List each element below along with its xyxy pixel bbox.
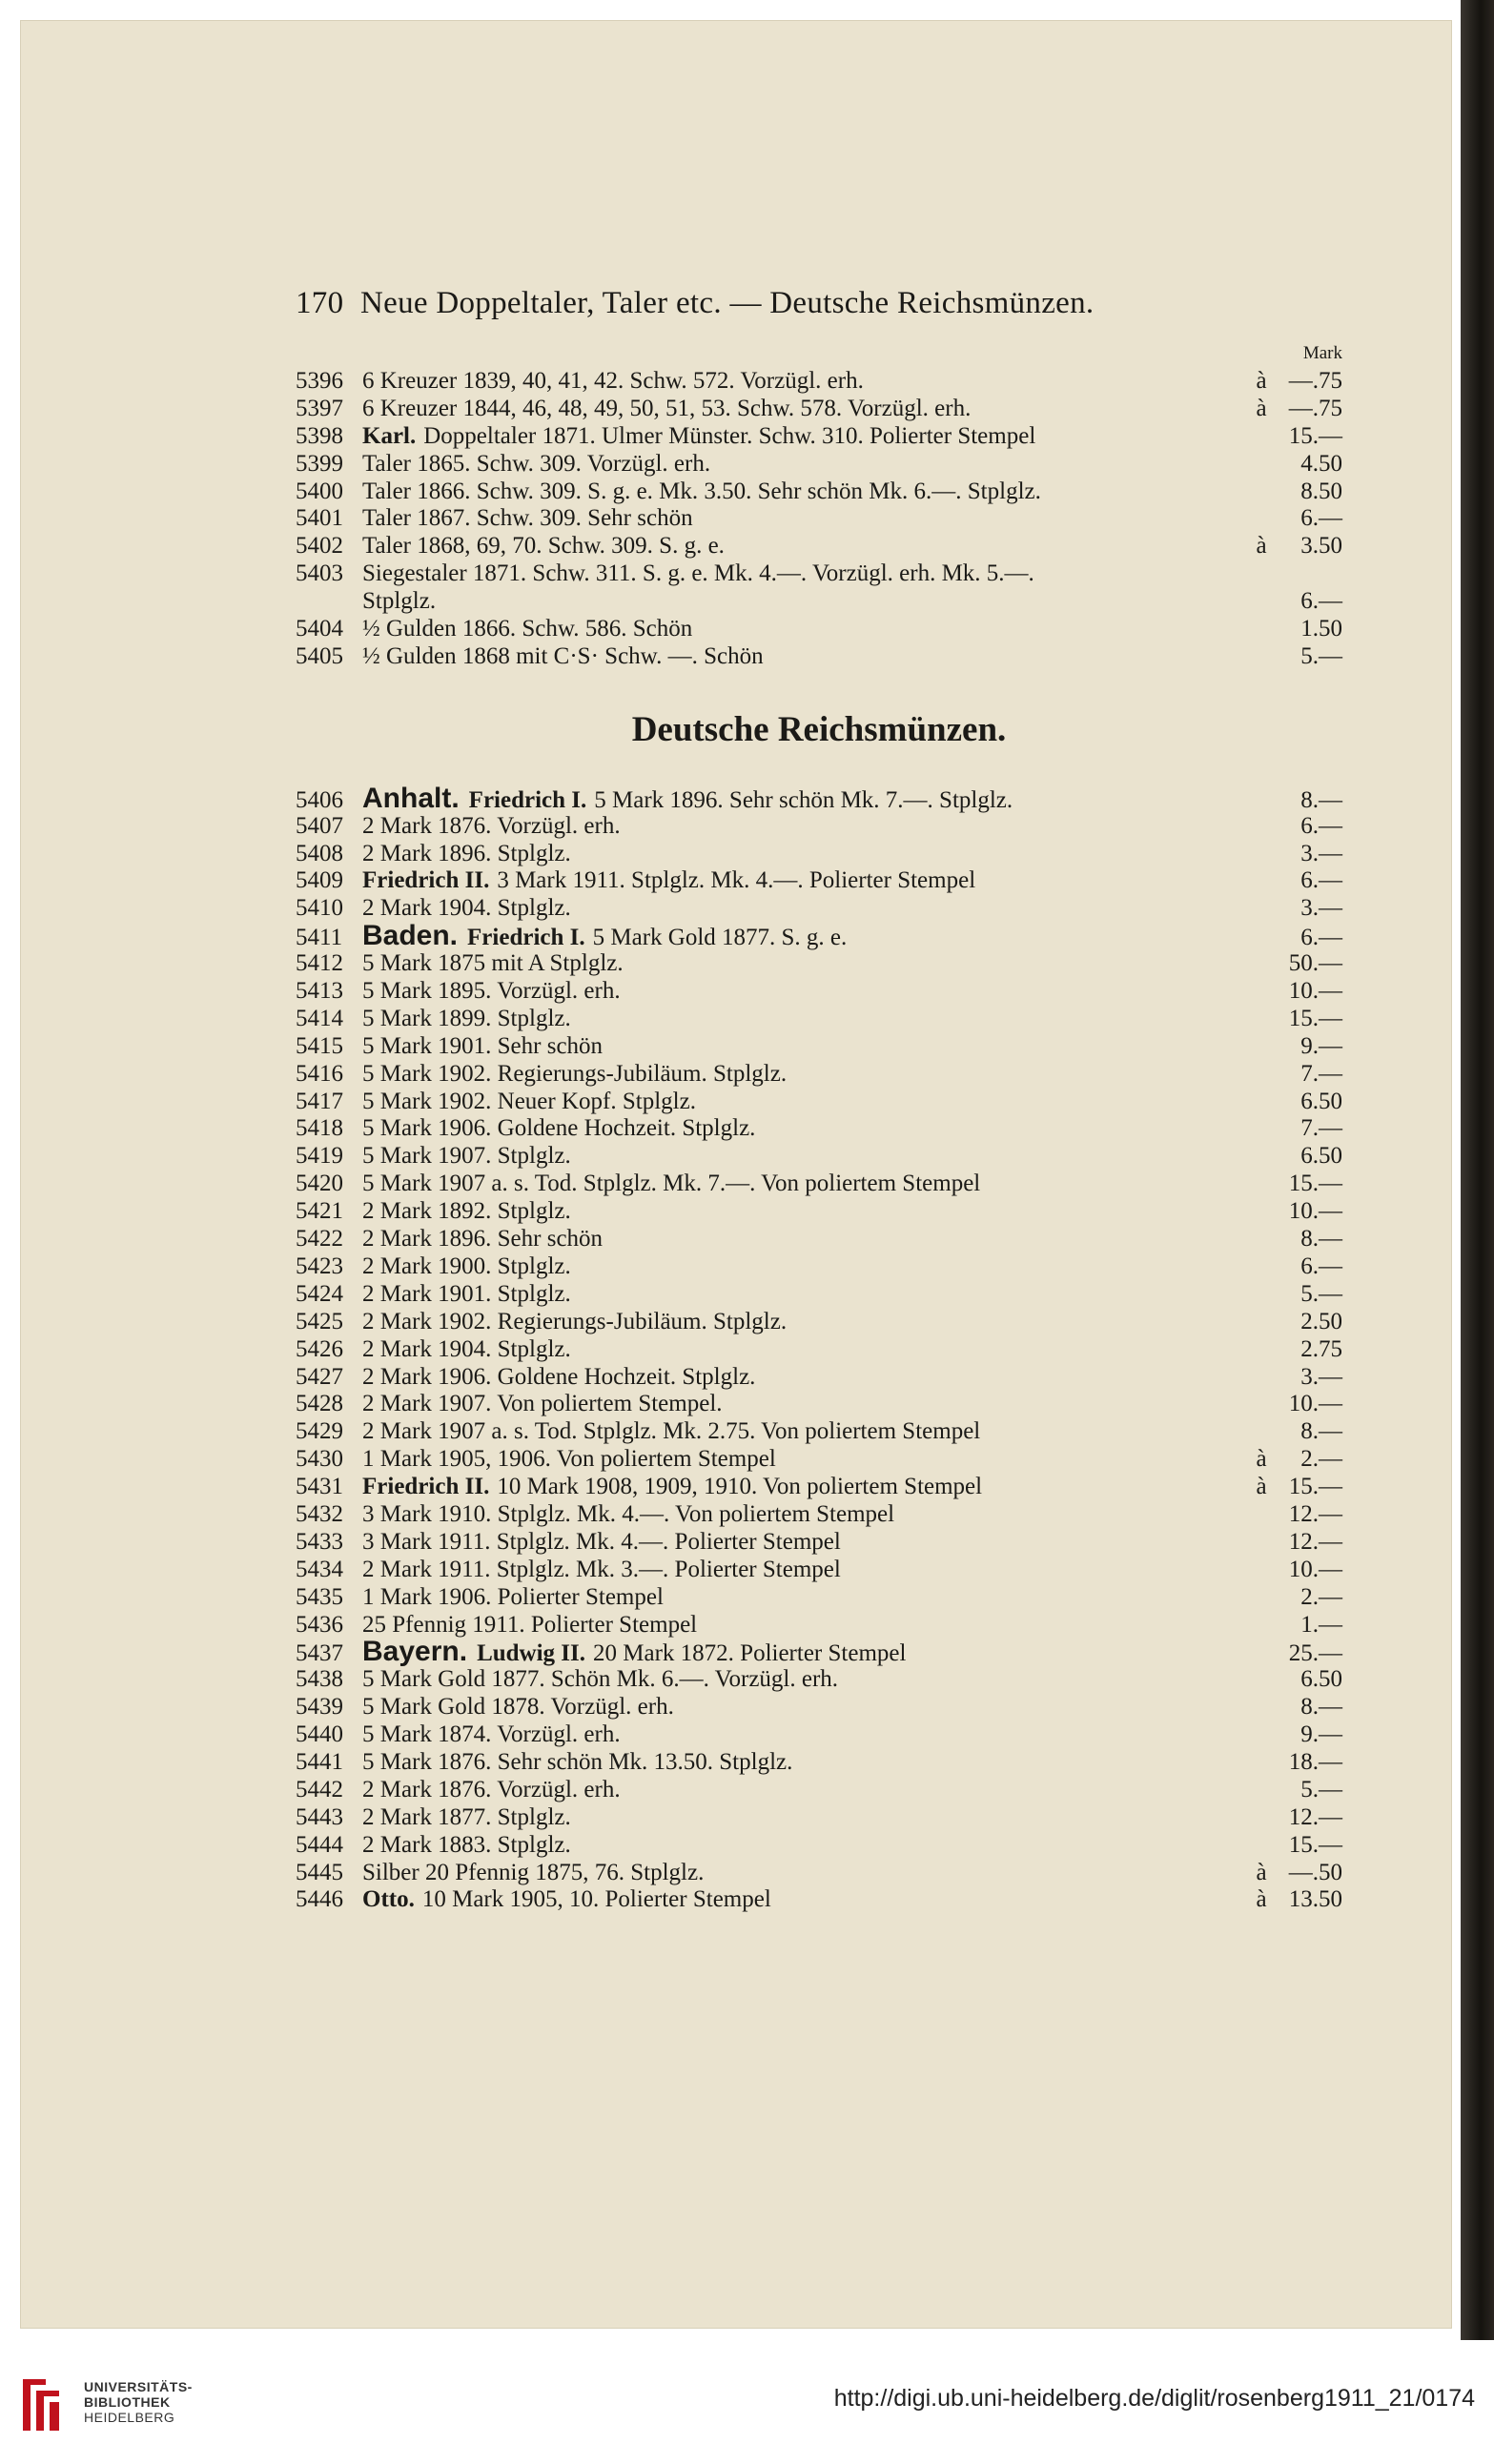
lot-price: 12.— — [1288, 1528, 1342, 1555]
lot-price: 9.— — [1300, 1032, 1342, 1059]
lot-description — [362, 1584, 1247, 1612]
lot-description-text: 5 Mark 1902. Neuer Kopf. Stplglz. — [362, 1088, 696, 1114]
lot-entry — [296, 1886, 1342, 1914]
lot-description-text: 2 Mark 1883. Stplglz. — [362, 1831, 571, 1858]
lot-price: 6.50 — [1300, 1143, 1342, 1170]
lot-number: 5402 — [296, 533, 343, 560]
lot-description-text: 5 Mark 1895. Vorzügl. erh. — [362, 978, 621, 1005]
lot-number: 5409 — [296, 867, 343, 894]
lot-description — [362, 1143, 1247, 1171]
lot-number: 5404 — [296, 616, 343, 642]
lot-price: 6.— — [1300, 925, 1342, 951]
lot-description-text: 5 Mark 1899. Stplglz. — [362, 1005, 571, 1031]
lot-description — [362, 1860, 1247, 1887]
lot-price: 6.— — [1300, 588, 1342, 615]
lot-description-text: Taler 1866. Schw. 309. S. g. e. Mk. 3.50. Sehr schön Mk. 6.—. Stplglz. — [362, 478, 1041, 504]
lot-number: 5438 — [296, 1666, 343, 1693]
lot-number: 5431 — [296, 1474, 343, 1500]
lot-number: 5430 — [296, 1446, 343, 1473]
lot-entry — [296, 1281, 1342, 1309]
lot-number: 5400 — [296, 478, 343, 504]
lot-description — [296, 588, 1247, 616]
lot-entry — [296, 1143, 1342, 1171]
lot-description — [362, 895, 1247, 923]
lot-description — [362, 560, 1247, 588]
lot-description-text: 2 Mark 1892. Stplglz. — [362, 1198, 571, 1225]
lot-description-text: 10 Mark 1908, 1909, 1910. Von poliertem Stempel — [497, 1474, 983, 1500]
lot-price: 1.— — [1300, 1611, 1342, 1638]
lot-description-text: Doppeltaler 1871. Ulmer Münster. Schw. 310. Polierter Stempel — [423, 422, 1036, 449]
lot-price: 25.— — [1288, 1640, 1342, 1667]
lot-entry — [296, 1860, 1342, 1887]
lot-number: 5427 — [296, 1363, 343, 1390]
lot-price: 2.— — [1300, 1446, 1342, 1473]
lot-price: 5.— — [1300, 642, 1342, 669]
lot-price: —.50 — [1288, 1859, 1342, 1885]
section-title: Deutsche Reichsmünzen. — [631, 709, 1007, 749]
lot-description-text: 5 Mark 1906. Goldene Hochzeit. Stplglz. — [362, 1115, 756, 1142]
lot-entry — [296, 1832, 1342, 1860]
each-marker: à — [1256, 533, 1267, 560]
running-title: Neue Doppeltaler, Taler etc. — Deutsche Reichsmünzen. — [360, 286, 1095, 320]
library-name-line3: HEIDELBERG — [84, 2410, 175, 2425]
lot-entry — [296, 1749, 1342, 1777]
lot-entry — [296, 479, 1342, 506]
lot-entry — [296, 1612, 1342, 1639]
lot-price: 10.— — [1288, 1391, 1342, 1417]
lot-number: 5442 — [296, 1776, 343, 1802]
lot-price: 12.— — [1288, 1803, 1342, 1830]
lot-number: 5420 — [296, 1171, 343, 1197]
lot-description-text: 2 Mark 1906. Goldene Hochzeit. Stplglz. — [362, 1363, 756, 1390]
lot-price: 7.— — [1300, 1115, 1342, 1142]
lot-entry — [296, 1777, 1342, 1804]
lot-description — [362, 1253, 1247, 1281]
lot-number: 5412 — [296, 950, 343, 977]
lot-description-text: 5 Mark 1901. Sehr schön — [362, 1032, 604, 1059]
lot-description-text: 5 Mark 1907. Stplglz. — [362, 1143, 571, 1170]
lot-price: 5.— — [1300, 1280, 1342, 1307]
lot-description — [362, 505, 1247, 533]
lot-description — [362, 423, 1247, 451]
book-spine-edge — [1461, 0, 1494, 2340]
lot-number: 5417 — [296, 1088, 343, 1114]
lot-description — [362, 785, 1247, 815]
ruler-name: Friedrich I. — [468, 786, 587, 813]
library-logo-icon — [17, 2375, 65, 2434]
lot-entry — [296, 1584, 1342, 1612]
lot-number: 5403 — [296, 560, 343, 587]
lot-number: 5433 — [296, 1528, 343, 1555]
lot-entry — [296, 1061, 1342, 1089]
lot-description-text: ½ Gulden 1866. Schw. 586. Schön — [362, 616, 693, 642]
lot-entry — [296, 1033, 1342, 1061]
lot-description-text: 10 Mark 1905, 10. Polierter Stempel — [421, 1886, 771, 1913]
lot-entry — [296, 841, 1342, 868]
lot-description-text: Taler 1867. Schw. 309. Sehr schön — [362, 505, 693, 532]
lot-number: 5443 — [296, 1803, 343, 1830]
lot-price: 15.— — [1288, 1831, 1342, 1858]
lot-description-text: 6 Kreuzer 1844, 46, 48, 49, 50, 51, 53. Schw. 578. Vorzügl. erh. — [362, 395, 972, 421]
lot-description — [362, 841, 1247, 868]
lot-number: 5437 — [296, 1640, 343, 1667]
each-marker: à — [1256, 1859, 1267, 1885]
lot-description — [362, 451, 1247, 479]
lot-description-text: 3 Mark 1911. Stplglz. Mk. 4.—. Polierter Stempel — [497, 867, 976, 894]
lot-entry — [296, 813, 1342, 841]
lot-description — [362, 1061, 1247, 1089]
lot-price: 7.— — [1300, 1060, 1342, 1087]
lot-description-text: Taler 1865. Schw. 309. Vorzügl. erh. — [362, 450, 711, 477]
lot-price: 8.50 — [1300, 478, 1342, 504]
lot-number: 5423 — [296, 1252, 343, 1279]
lot-description-text: 2 Mark 1907 a. s. Tod. Stplglz. Mk. 2.75. Von poliertem Stempel — [362, 1418, 981, 1445]
lot-entry — [296, 1006, 1342, 1033]
lot-entry — [296, 1694, 1342, 1721]
lot-price: 15.— — [1288, 422, 1342, 449]
lot-price: —.75 — [1288, 368, 1342, 394]
lot-description-text: 2 Mark 1902. Regierungs-Jubiläum. Stplglz. — [362, 1308, 788, 1334]
lot-number: 5408 — [296, 840, 343, 866]
lot-description — [362, 1281, 1247, 1309]
lot-description-text: Stplglz. — [362, 588, 437, 615]
lot-description — [362, 396, 1247, 423]
permalink-url[interactable]: http://digi.ub.uni-heidelberg.de/diglit/rosenberg1911_21/0174 — [833, 2385, 1475, 2412]
library-name-line2: BIBLIOTHEK — [84, 2394, 171, 2410]
lot-entry — [296, 1198, 1342, 1226]
lot-description — [362, 923, 1247, 952]
lot-entry — [296, 923, 1342, 950]
lot-number: 5401 — [296, 505, 343, 532]
lot-description — [362, 1832, 1247, 1860]
lot-number: 5434 — [296, 1556, 343, 1582]
lot-number: 5418 — [296, 1115, 343, 1142]
lot-price: 2.50 — [1300, 1308, 1342, 1334]
lot-entry — [296, 1721, 1342, 1749]
lot-description — [362, 1089, 1247, 1116]
lot-description-text: ½ Gulden 1868 mit C·S· Schw. —. Schön — [362, 642, 764, 669]
lot-description — [362, 1198, 1247, 1226]
lot-description — [362, 1777, 1247, 1804]
lot-price: 9.— — [1300, 1721, 1342, 1748]
lot-description — [362, 1006, 1247, 1033]
lot-number: 5399 — [296, 450, 343, 477]
lot-entry — [296, 1253, 1342, 1281]
lot-price: 5.— — [1300, 1776, 1342, 1802]
lot-description — [362, 1501, 1247, 1529]
state-name: Anhalt. — [362, 784, 460, 814]
lot-number: 5416 — [296, 1060, 343, 1087]
lot-entry — [296, 1446, 1342, 1474]
lot-description-text: 5 Mark Gold 1877. S. g. e. — [592, 925, 848, 951]
lot-description — [362, 1033, 1247, 1061]
state-name: Bayern. — [362, 1639, 468, 1668]
lot-description-text: 5 Mark 1907 a. s. Tod. Stplglz. Mk. 7.—. Von poliertem Stempel — [362, 1171, 981, 1197]
lot-number: 5411 — [296, 925, 343, 951]
lot-price: 18.— — [1288, 1748, 1342, 1775]
lot-description-text: 5 Mark 1896. Sehr schön Mk. 7.—. Stplglz. — [594, 786, 1013, 813]
lot-description-text: 20 Mark 1872. Polierter Stempel — [593, 1640, 907, 1667]
lot-number: 5436 — [296, 1611, 343, 1638]
lot-price: 6.— — [1300, 505, 1342, 532]
lot-description — [362, 1639, 1247, 1668]
lot-price: 8.— — [1300, 1418, 1342, 1445]
lot-description-text: Siegestaler 1871. Schw. 311. S. g. e. Mk. 4.—. Vorzügl. erh. Mk. 5.—. — [362, 560, 1034, 587]
lot-number: 5415 — [296, 1032, 343, 1059]
lot-description — [362, 1171, 1247, 1198]
lot-number: 5410 — [296, 895, 343, 922]
lot-entry — [296, 643, 1342, 671]
lot-number: 5397 — [296, 395, 343, 421]
lot-entry — [296, 1557, 1342, 1584]
lot-description — [362, 1115, 1247, 1143]
lot-description-text: 6 Kreuzer 1839, 40, 41, 42. Schw. 572. Vorzügl. erh. — [362, 368, 864, 394]
lot-entry — [296, 1804, 1342, 1832]
lot-description-text: 2 Mark 1911. Stplglz. Mk. 3.—. Polierter Stempel — [362, 1556, 841, 1582]
lot-number: 5432 — [296, 1500, 343, 1527]
lot-entry — [296, 1364, 1342, 1392]
lot-entry — [296, 396, 1342, 423]
lot-price: 10.— — [1288, 1556, 1342, 1582]
lot-description-text: 25 Pfennig 1911. Polierter Stempel — [362, 1611, 698, 1638]
lot-description-text: 3 Mark 1910. Stplglz. Mk. 4.—. Von poliertem Stempel — [362, 1500, 895, 1527]
lot-price: 3.— — [1300, 1363, 1342, 1390]
ruler-name: Otto. — [362, 1886, 415, 1913]
page-content — [296, 286, 1342, 1914]
lot-description — [362, 1529, 1247, 1557]
lot-description-text: 1 Mark 1906. Polierter Stempel — [362, 1583, 664, 1610]
each-marker: à — [1256, 395, 1267, 421]
lot-entry — [296, 616, 1342, 643]
lot-number: 5421 — [296, 1198, 343, 1225]
lot-entry — [296, 785, 1342, 813]
lot-price: 6.— — [1300, 1252, 1342, 1279]
lot-description — [362, 1612, 1247, 1639]
lot-description-text: Silber 20 Pfennig 1875, 76. Stplglz. — [362, 1859, 705, 1885]
lot-number: 5435 — [296, 1583, 343, 1610]
lot-description — [362, 813, 1247, 841]
running-header — [296, 286, 1342, 334]
lot-description — [362, 950, 1247, 978]
lot-number: 5444 — [296, 1831, 343, 1858]
lot-price: 6.50 — [1300, 1088, 1342, 1114]
lot-entry — [296, 1639, 1342, 1666]
lot-entry — [296, 1391, 1342, 1418]
lot-entry — [296, 978, 1342, 1006]
lot-price: 6.50 — [1300, 1666, 1342, 1693]
lot-description — [362, 1666, 1247, 1694]
ruler-name: Ludwig II. — [477, 1640, 586, 1667]
lot-entry — [296, 867, 1342, 895]
lot-entry — [296, 1501, 1342, 1529]
lot-number: 5413 — [296, 978, 343, 1005]
lot-entry — [296, 1474, 1342, 1501]
lot-price: 8.— — [1300, 786, 1342, 813]
lot-price: 50.— — [1288, 950, 1342, 977]
lot-description-text: 2 Mark 1904. Stplglz. — [362, 895, 571, 922]
lot-description-text: 5 Mark 1875 mit A Stplglz. — [362, 950, 624, 977]
lot-description-text: Taler 1868, 69, 70. Schw. 309. S. g. e. — [362, 533, 725, 560]
lot-number: 5425 — [296, 1308, 343, 1334]
lot-price: 12.— — [1288, 1500, 1342, 1527]
lot-number: 5407 — [296, 812, 343, 839]
ruler-name: Friedrich II. — [362, 1474, 490, 1500]
each-marker: à — [1256, 1474, 1267, 1500]
lot-description — [362, 1804, 1247, 1832]
lot-number: 5422 — [296, 1226, 343, 1252]
lot-description — [362, 368, 1247, 396]
lot-description — [362, 1749, 1247, 1777]
lot-price: 15.— — [1288, 1171, 1342, 1197]
lot-price: 8.— — [1300, 1694, 1342, 1721]
lot-price: 3.— — [1300, 895, 1342, 922]
lot-description-text: 2 Mark 1900. Stplglz. — [362, 1252, 571, 1279]
lot-price: 2.— — [1300, 1583, 1342, 1610]
lot-description-text: 1 Mark 1905, 1906. Von poliertem Stempel — [362, 1446, 776, 1473]
lot-description-text: 2 Mark 1907. Von poliertem Stempel. — [362, 1391, 723, 1417]
lot-price: 1.50 — [1300, 616, 1342, 642]
lot-description-text: 2 Mark 1896. Stplglz. — [362, 840, 571, 866]
lot-entry — [296, 1336, 1342, 1364]
lot-entry — [296, 1089, 1342, 1116]
lot-description-text: 5 Mark 1874. Vorzügl. erh. — [362, 1721, 621, 1748]
each-marker: à — [1256, 1886, 1267, 1913]
lot-description — [362, 1721, 1247, 1749]
lot-description-text: 2 Mark 1904. Stplglz. — [362, 1335, 571, 1362]
state-name: Baden. — [362, 923, 459, 952]
lot-description — [362, 1336, 1247, 1364]
lot-list-reichsmuenzen — [296, 785, 1342, 1915]
lot-number: 5426 — [296, 1335, 343, 1362]
lot-description — [362, 1557, 1247, 1584]
lot-number: 5424 — [296, 1280, 343, 1307]
lot-entry — [296, 505, 1342, 533]
ruler-name: Karl. — [362, 422, 417, 449]
lot-price: 6.— — [1300, 812, 1342, 839]
lot-price: 3.50 — [1300, 533, 1342, 560]
lot-number: 5441 — [296, 1748, 343, 1775]
lot-description — [362, 616, 1247, 643]
lot-description — [362, 978, 1247, 1006]
lot-number: 5419 — [296, 1143, 343, 1170]
lot-price: 4.50 — [1300, 450, 1342, 477]
lot-description — [362, 1886, 1247, 1914]
lot-description — [362, 1391, 1247, 1418]
lot-list-taler — [296, 368, 1342, 671]
lot-description — [362, 1446, 1247, 1474]
lot-entry — [296, 1115, 1342, 1143]
lot-description — [362, 643, 1247, 671]
lot-description-text: 5 Mark 1876. Sehr schön Mk. 13.50. Stplglz. — [362, 1748, 793, 1775]
lot-description — [362, 479, 1247, 506]
lot-entry — [296, 1226, 1342, 1253]
lot-entry — [296, 1529, 1342, 1557]
viewer-footer — [0, 2343, 1494, 2464]
lot-number: 5445 — [296, 1859, 343, 1885]
lot-price: 15.— — [1288, 1474, 1342, 1500]
lot-description — [362, 1474, 1247, 1501]
lot-description-text: 2 Mark 1896. Sehr schön — [362, 1226, 604, 1252]
price-column-header: Mark — [1302, 343, 1342, 363]
lot-description — [362, 1309, 1247, 1336]
lot-description — [362, 867, 1247, 895]
lot-description-text: 3 Mark 1911. Stplglz. Mk. 4.—. Polierter Stempel — [362, 1528, 841, 1555]
lot-price: 6.— — [1300, 867, 1342, 894]
lot-description-text: 2 Mark 1876. Vorzügl. erh. — [362, 1776, 621, 1802]
lot-description — [362, 1694, 1247, 1721]
library-name-line1: UNIVERSITÄTS- — [84, 2379, 193, 2394]
lot-entry — [296, 1309, 1342, 1336]
each-marker: à — [1256, 1446, 1267, 1473]
lot-number: 5405 — [296, 642, 343, 669]
lot-description-text: 5 Mark Gold 1877. Schön Mk. 6.—. Vorzügl. erh. — [362, 1666, 839, 1693]
lot-price: —.75 — [1288, 395, 1342, 421]
lot-number: 5396 — [296, 368, 343, 394]
lot-description-text: 5 Mark 1902. Regierungs-Jubiläum. Stplglz. — [362, 1060, 788, 1087]
lot-entry — [296, 588, 1342, 616]
lot-description-text: 2 Mark 1876. Vorzügl. erh. — [362, 812, 621, 839]
lot-description — [362, 1226, 1247, 1253]
lot-number: 5446 — [296, 1886, 343, 1913]
lot-price: 3.— — [1300, 840, 1342, 866]
lot-price: 10.— — [1288, 1198, 1342, 1225]
lot-description — [362, 1364, 1247, 1392]
lot-price: 13.50 — [1288, 1886, 1342, 1913]
lot-price: 15.— — [1288, 1005, 1342, 1031]
lot-entry — [296, 533, 1342, 560]
lot-number: 5406 — [296, 786, 343, 813]
lot-entry — [296, 1666, 1342, 1694]
lot-entry — [296, 423, 1342, 451]
lot-entry — [296, 368, 1342, 396]
lot-number: 5429 — [296, 1418, 343, 1445]
page-number: 170 — [296, 286, 344, 320]
lot-entry — [296, 560, 1342, 588]
library-name — [84, 2379, 193, 2425]
lot-number: 5428 — [296, 1391, 343, 1417]
each-marker: à — [1256, 368, 1267, 394]
lot-entry — [296, 950, 1342, 978]
ruler-name: Friedrich II. — [362, 867, 490, 894]
lot-entry — [296, 895, 1342, 923]
lot-description — [362, 1418, 1247, 1446]
lot-entry — [296, 1418, 1342, 1446]
lot-price: 8.— — [1300, 1226, 1342, 1252]
lot-description-text: 2 Mark 1901. Stplglz. — [362, 1280, 571, 1307]
lot-number: 5439 — [296, 1694, 343, 1721]
ruler-name: Friedrich I. — [467, 925, 585, 951]
lot-entry — [296, 451, 1342, 479]
lot-description-text: 5 Mark Gold 1878. Vorzügl. erh. — [362, 1694, 674, 1721]
lot-price: 10.— — [1288, 978, 1342, 1005]
lot-number: 5414 — [296, 1005, 343, 1031]
lot-number: 5440 — [296, 1721, 343, 1748]
lot-price: 2.75 — [1300, 1335, 1342, 1362]
lot-description-text: 2 Mark 1877. Stplglz. — [362, 1803, 571, 1830]
lot-description — [362, 533, 1247, 560]
lot-number: 5398 — [296, 422, 343, 449]
lot-entry — [296, 1171, 1342, 1198]
